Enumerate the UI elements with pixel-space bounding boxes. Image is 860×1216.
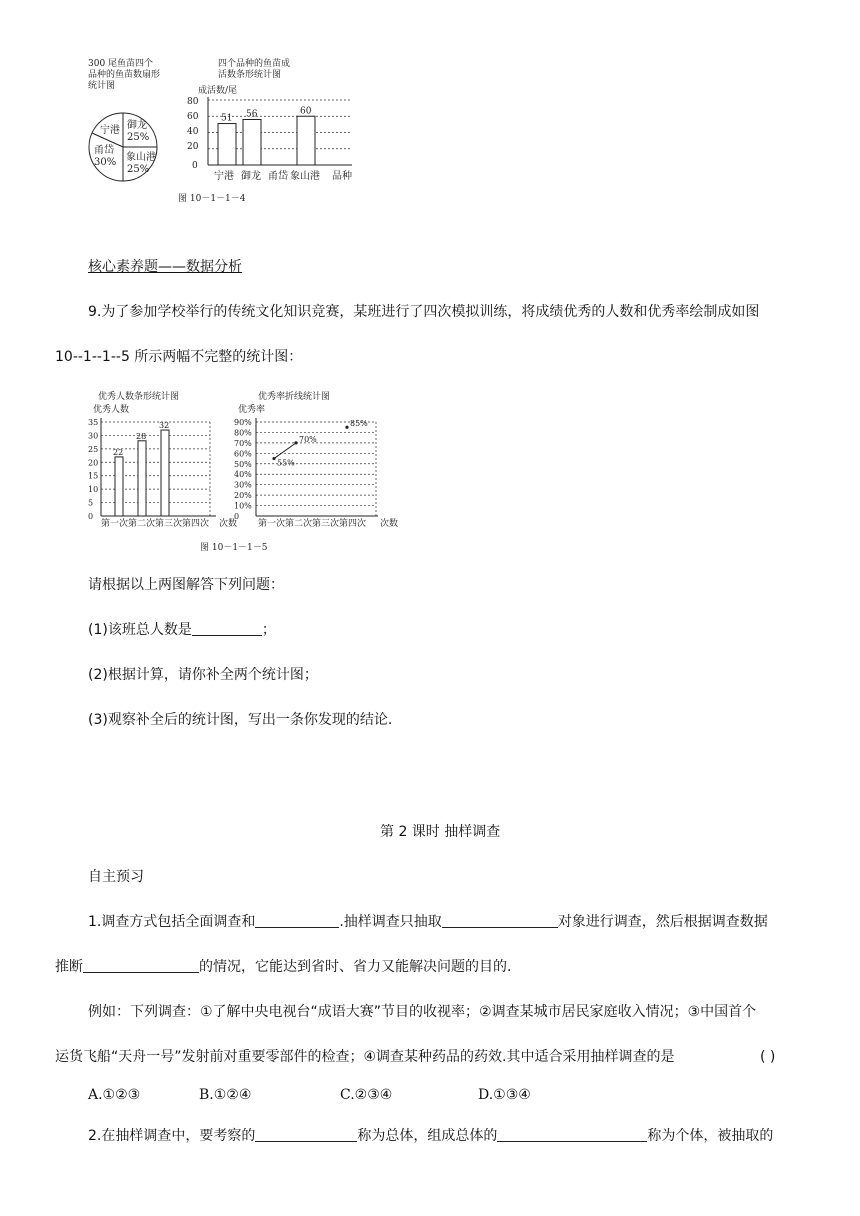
figure-10-1-1-4 [80, 55, 380, 215]
count-chart-x-label: 次数 [219, 519, 238, 529]
rate-chart-xlabels [258, 517, 366, 529]
q1-line1 [88, 912, 768, 932]
point-第四次 [345, 426, 348, 429]
q1-line2 [55, 957, 511, 977]
count-chart-yticks [88, 418, 98, 521]
point-第二次 [294, 441, 297, 444]
q1-text-a: 1.调查方式包括全面调查和 [88, 914, 256, 930]
ytick-0: 0 [88, 512, 94, 521]
point-label: 70% [299, 434, 317, 444]
bar-cat-ninggang: 宁港 [214, 171, 234, 182]
pie-pct-yulong: 25% [127, 132, 150, 143]
rate-chart-yticks [234, 418, 252, 521]
option-a[interactable]: A.①②③ [88, 1087, 141, 1103]
pie-label-xiangshangang: 象山港 [126, 152, 156, 163]
bar-第三次 [161, 430, 169, 516]
q9-part1-text: (1)该班总人数是 [88, 622, 192, 638]
xtick-label: 第四次 [339, 519, 367, 529]
bar-value-label: 56 [246, 109, 258, 120]
ytick-35: 35 [88, 418, 99, 427]
answer-blank-q1-1[interactable] [255, 913, 339, 928]
ytick-20: 20 [88, 458, 99, 468]
bar-series [218, 106, 315, 165]
ytick-50: 50% [234, 459, 252, 469]
bar-y-axis-label: 成活数/尾 [198, 86, 238, 96]
rate-chart-title: 优秀率折线统计图 [258, 392, 331, 402]
xtick-label: 第一次 [258, 519, 286, 529]
ytick-40: 40% [234, 470, 252, 480]
bar-ytick-60: 60 [187, 112, 199, 122]
point-label: 85% [350, 419, 368, 429]
count-chart-y-label: 优秀人数 [93, 405, 130, 415]
bar-御龙 [243, 120, 261, 166]
bar-宁港 [218, 124, 236, 165]
bar-x-axis-label: 品种 [332, 171, 352, 182]
xtick-label: 第三次 [312, 519, 340, 529]
bar-cat-yongdai: 甬岱 [268, 171, 288, 182]
pie-pct-yongdai: 30% [94, 157, 117, 168]
q9-part2: (2)根据计算，请你补全两个统计图； [88, 667, 318, 683]
example-line2: 运货飞船“天舟一号”发射前对重要零部件的检查；④调查某种药品的药效.其中适合采用抽样调查的是 [55, 1049, 675, 1065]
series-segment [274, 443, 296, 459]
rate-chart-series [272, 419, 368, 467]
point-第一次 [272, 457, 275, 460]
pie-title-line1: 300 尾鱼苗四个 [88, 59, 154, 69]
bar-value-label: 22 [113, 447, 124, 457]
q2-text-a: 2.在抽样调查中，要考察的 [88, 1128, 256, 1144]
q2-line1 [88, 1126, 773, 1146]
bar-cat-yulong: 御龙 [241, 171, 261, 182]
xtick-label: 第二次 [128, 519, 156, 529]
xtick-label: 第一次 [101, 519, 129, 529]
answer-blank-q1-2[interactable] [442, 913, 558, 928]
ytick-10: 10% [234, 501, 252, 511]
ytick-0: 0 [234, 512, 240, 521]
q1-text-c: 对象进行调查，然后根据调查数据 [557, 914, 768, 930]
bar-title-line2: 活数条形统计图 [218, 70, 282, 80]
ytick-60: 60% [234, 449, 252, 459]
figure-caption-5: 图 10－1－1－5 [200, 543, 268, 553]
section-heading: 核心素养题——数据分析 [88, 259, 242, 275]
bar-ytick-40: 40 [187, 127, 199, 137]
option-b[interactable]: B.①②④ [199, 1087, 252, 1103]
q2-text-c: 称为个体，被抽取的 [647, 1128, 774, 1144]
bar-value-label: 28 [136, 431, 147, 441]
bar-第一次 [115, 457, 123, 516]
lesson-title: 第 2 课时 抽样调查 [380, 824, 501, 840]
bar-ytick-80: 80 [187, 97, 199, 107]
q9-part1-suffix: ； [261, 622, 276, 638]
option-d[interactable]: D.①③④ [478, 1087, 531, 1103]
q2-text-b: 称为总体，组成总体的 [357, 1128, 498, 1144]
pie-label-ninggang: 宁港 [100, 125, 120, 136]
pie-title-line3: 统计图 [88, 81, 116, 91]
ytick-20: 20% [234, 491, 252, 501]
pie-title-line2: 品种的鱼苗数扇形 [88, 70, 161, 80]
ytick-70: 70% [234, 438, 252, 448]
q1-text-b: .抽样调查只抽取 [339, 914, 442, 930]
bar-第二次 [138, 441, 146, 516]
answer-blank-q2-2[interactable] [497, 1127, 647, 1142]
q1-text-d: 推断 [55, 959, 83, 975]
q9-text-line2: 10--1--1--5 所示两幅不完整的统计图： [55, 349, 303, 365]
count-chart-xlabels [101, 517, 209, 529]
ytick-90: 90% [234, 418, 252, 427]
xtick-label: 第四次 [182, 519, 210, 529]
bar-title-line1: 四个品种的鱼苗成 [218, 59, 291, 69]
bar-ytick-0: 0 [192, 161, 198, 171]
xtick-label: 第三次 [155, 519, 183, 529]
ytick-15: 15 [88, 471, 99, 481]
pie-pct-xiangshangang: 25% [127, 164, 150, 175]
bar-value-label: 51 [221, 113, 233, 124]
q9-text-line1: 9.为了参加学校举行的传统文化知识竞赛，某班进行了四次模拟训练，将成绩优秀的人数和优秀率绘制成如图 [88, 304, 760, 320]
preview-heading: 自主预习 [88, 869, 144, 885]
q9-part1 [88, 620, 276, 640]
rate-chart-y-label: 优秀率 [238, 405, 266, 415]
q9-part3: (3)观察补全后的统计图，写出一条你发现的结论. [88, 712, 393, 728]
answer-blank-q2-1[interactable] [255, 1127, 357, 1142]
answer-blank-total[interactable] [192, 621, 262, 636]
example-line1: 例如：下列调查：①了解中央电视台“成语大赛”节目的收视率；②调查某城市居民家庭收入情况；③中国首个 [88, 1004, 757, 1020]
ytick-5: 5 [88, 498, 94, 508]
bar-value-label: 32 [159, 421, 170, 431]
option-c[interactable]: C.②③④ [340, 1087, 393, 1103]
ytick-25: 25 [88, 444, 99, 454]
bar-象山港 [297, 116, 315, 165]
bar-value-label: 60 [300, 106, 312, 117]
answer-blank-q1-3[interactable] [83, 958, 199, 973]
point-label: 55% [277, 458, 295, 468]
bar-ytick-20: 20 [187, 142, 199, 152]
figure-caption: 图 10－1－1－4 [178, 194, 246, 204]
q9-ask: 请根据以上两图解答下列问题： [88, 577, 284, 593]
figure-10-1-1-5 [88, 386, 408, 556]
ytick-30: 30 [88, 431, 99, 441]
pie-label-yulong: 御龙 [127, 120, 147, 131]
ytick-30: 30% [234, 480, 252, 490]
bar-cat-xiangshangang: 象山港 [290, 171, 320, 182]
q1-text-e: 的情况，它能达到省时、省力又能解决问题的目的. [199, 959, 512, 975]
count-chart-title: 优秀人数条形统计图 [98, 392, 180, 402]
pie-label-yongdai: 甬岱 [94, 145, 114, 156]
answer-bracket[interactable]: ( ) [760, 1049, 776, 1065]
xtick-label: 第二次 [285, 519, 313, 529]
ytick-80: 80% [234, 428, 252, 438]
ytick-10: 10 [88, 485, 99, 495]
rate-chart-x-label: 次数 [380, 519, 399, 529]
